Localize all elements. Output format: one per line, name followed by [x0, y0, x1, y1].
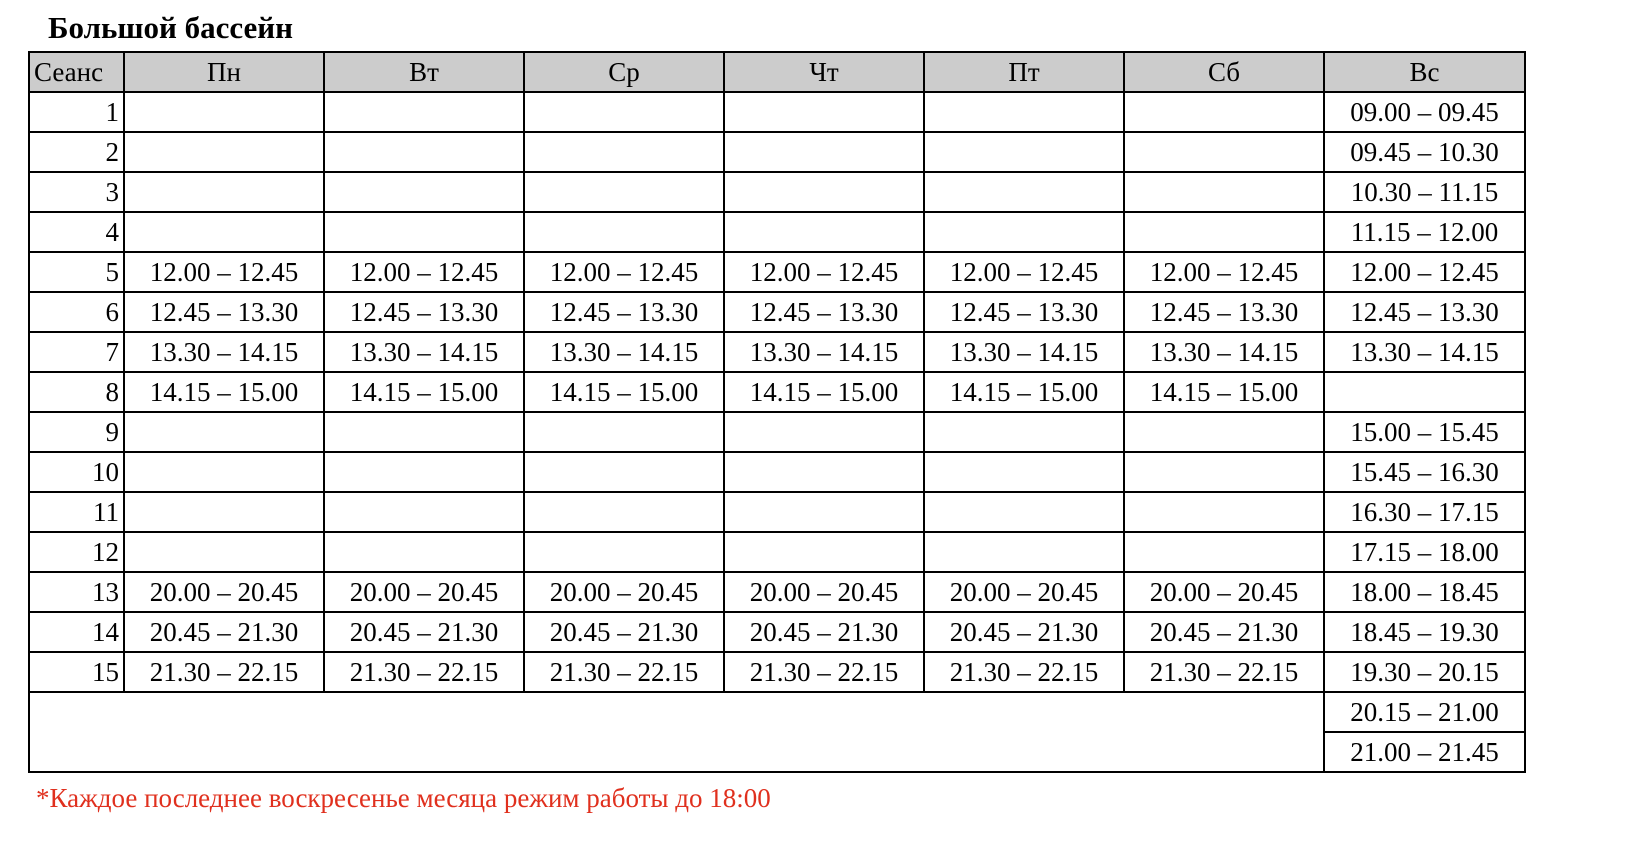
time-slot-sun: 10.30 – 11.15 — [1324, 172, 1525, 212]
time-slot-sun: 20.15 – 21.00 — [1324, 692, 1525, 732]
time-slot-sun: 19.30 – 20.15 — [1324, 652, 1525, 692]
table-row — [29, 572, 1525, 612]
time-slot-thu: 12.45 – 13.30 — [724, 292, 924, 332]
time-slot-thu — [724, 412, 924, 452]
time-slot-sun: 15.00 – 15.45 — [1324, 412, 1525, 452]
column-header-sat: Сб — [1124, 52, 1324, 92]
time-slot-mon: 20.00 – 20.45 — [124, 572, 324, 612]
time-slot-fri: 20.00 – 20.45 — [924, 572, 1124, 612]
time-slot-tue — [324, 492, 524, 532]
time-slot-wed — [524, 132, 724, 172]
time-slot-fri — [924, 172, 1124, 212]
time-slot-tue — [324, 212, 524, 252]
time-slot-thu: 20.45 – 21.30 — [724, 612, 924, 652]
time-slot-wed — [524, 212, 724, 252]
session-number: 7 — [29, 332, 124, 372]
table-row — [29, 332, 1525, 372]
time-slot-fri: 20.45 – 21.30 — [924, 612, 1124, 652]
time-slot-sat: 20.45 – 21.30 — [1124, 612, 1324, 652]
table-row — [29, 652, 1525, 692]
session-number: 15 — [29, 652, 124, 692]
session-number: 2 — [29, 132, 124, 172]
table-row — [29, 132, 1525, 172]
time-slot-mon: 12.00 – 12.45 — [124, 252, 324, 292]
time-slot-fri — [924, 452, 1124, 492]
time-slot-thu — [724, 212, 924, 252]
time-slot-mon — [124, 172, 324, 212]
time-slot-wed — [524, 452, 724, 492]
column-header-session: Сеанс — [29, 52, 124, 92]
time-slot-fri: 12.45 – 13.30 — [924, 292, 1124, 332]
time-slot-fri: 14.15 – 15.00 — [924, 372, 1124, 412]
time-slot-tue: 20.45 – 21.30 — [324, 612, 524, 652]
header-row — [29, 52, 1525, 92]
session-number: 11 — [29, 492, 124, 532]
time-slot-wed: 13.30 – 14.15 — [524, 332, 724, 372]
session-number: 4 — [29, 212, 124, 252]
time-slot-sat — [1124, 532, 1324, 572]
time-slot-sat — [1124, 132, 1324, 172]
time-slot-mon — [124, 412, 324, 452]
table-row — [29, 252, 1525, 292]
time-slot-thu — [724, 492, 924, 532]
time-slot-tue — [324, 532, 524, 572]
time-slot-sun — [1324, 372, 1525, 412]
table-row — [29, 92, 1525, 132]
time-slot-wed — [524, 172, 724, 212]
time-slot-tue — [324, 452, 524, 492]
time-slot-sat — [1124, 452, 1324, 492]
session-number: 6 — [29, 292, 124, 332]
time-slot-fri: 13.30 – 14.15 — [924, 332, 1124, 372]
time-slot-mon — [124, 132, 324, 172]
time-slot-sat — [1124, 172, 1324, 212]
time-slot-sun: 17.15 – 18.00 — [1324, 532, 1525, 572]
session-number: 14 — [29, 612, 124, 652]
column-header-wed: Ср — [524, 52, 724, 92]
table-row — [29, 532, 1525, 572]
table-row — [29, 452, 1525, 492]
time-slot-sun: 09.00 – 09.45 — [1324, 92, 1525, 132]
time-slot-wed — [524, 492, 724, 532]
time-slot-wed — [524, 92, 724, 132]
column-header-mon: Пн — [124, 52, 324, 92]
time-slot-tue: 20.00 – 20.45 — [324, 572, 524, 612]
time-slot-wed: 12.45 – 13.30 — [524, 292, 724, 332]
column-header-fri: Пт — [924, 52, 1124, 92]
empty-merged-cell — [29, 692, 1324, 772]
table-row — [29, 412, 1525, 452]
time-slot-thu — [724, 532, 924, 572]
time-slot-thu: 21.30 – 22.15 — [724, 652, 924, 692]
time-slot-mon: 14.15 – 15.00 — [124, 372, 324, 412]
time-slot-tue: 12.00 – 12.45 — [324, 252, 524, 292]
time-slot-sat: 12.00 – 12.45 — [1124, 252, 1324, 292]
time-slot-thu — [724, 452, 924, 492]
time-slot-tue: 13.30 – 14.15 — [324, 332, 524, 372]
time-slot-thu: 13.30 – 14.15 — [724, 332, 924, 372]
time-slot-sun: 18.45 – 19.30 — [1324, 612, 1525, 652]
time-slot-thu — [724, 132, 924, 172]
table-row — [29, 212, 1525, 252]
time-slot-mon: 21.30 – 22.15 — [124, 652, 324, 692]
table-row — [29, 492, 1525, 532]
time-slot-tue: 14.15 – 15.00 — [324, 372, 524, 412]
time-slot-mon: 20.45 – 21.30 — [124, 612, 324, 652]
column-header-thu: Чт — [724, 52, 924, 92]
time-slot-wed: 21.30 – 22.15 — [524, 652, 724, 692]
time-slot-sat: 21.30 – 22.15 — [1124, 652, 1324, 692]
time-slot-mon — [124, 92, 324, 132]
time-slot-tue: 21.30 – 22.15 — [324, 652, 524, 692]
footnote: *Каждое последнее воскресенье месяца режим работы до 18:00 — [36, 783, 771, 813]
session-number: 3 — [29, 172, 124, 212]
session-number: 8 — [29, 372, 124, 412]
time-slot-fri — [924, 532, 1124, 572]
time-slot-mon — [124, 452, 324, 492]
time-slot-wed — [524, 532, 724, 572]
schedule-body — [29, 92, 1525, 772]
table-row — [29, 612, 1525, 652]
time-slot-tue — [324, 172, 524, 212]
table-row — [29, 172, 1525, 212]
time-slot-mon: 13.30 – 14.15 — [124, 332, 324, 372]
time-slot-sun: 15.45 – 16.30 — [1324, 452, 1525, 492]
time-slot-mon — [124, 212, 324, 252]
time-slot-sat — [1124, 492, 1324, 532]
time-slot-sat — [1124, 212, 1324, 252]
schedule-table — [28, 51, 1526, 773]
time-slot-sat: 12.45 – 13.30 — [1124, 292, 1324, 332]
time-slot-sat — [1124, 92, 1324, 132]
time-slot-wed: 14.15 – 15.00 — [524, 372, 724, 412]
time-slot-tue — [324, 92, 524, 132]
time-slot-sun: 12.45 – 13.30 — [1324, 292, 1525, 332]
table-row — [29, 372, 1525, 412]
time-slot-wed: 12.00 – 12.45 — [524, 252, 724, 292]
time-slot-wed: 20.45 – 21.30 — [524, 612, 724, 652]
session-number: 13 — [29, 572, 124, 612]
table-row-extra — [29, 692, 1525, 732]
time-slot-mon — [124, 532, 324, 572]
time-slot-sat — [1124, 412, 1324, 452]
time-slot-sat: 14.15 – 15.00 — [1124, 372, 1324, 412]
time-slot-sun: 12.00 – 12.45 — [1324, 252, 1525, 292]
time-slot-wed — [524, 412, 724, 452]
time-slot-thu — [724, 92, 924, 132]
time-slot-sun: 09.45 – 10.30 — [1324, 132, 1525, 172]
time-slot-sun: 11.15 – 12.00 — [1324, 212, 1525, 252]
session-number: 1 — [29, 92, 124, 132]
time-slot-fri — [924, 492, 1124, 532]
session-number: 5 — [29, 252, 124, 292]
time-slot-fri — [924, 92, 1124, 132]
time-slot-mon — [124, 492, 324, 532]
time-slot-fri — [924, 132, 1124, 172]
time-slot-tue: 12.45 – 13.30 — [324, 292, 524, 332]
time-slot-sun: 21.00 – 21.45 — [1324, 732, 1525, 772]
page-title: Большой бассейн — [48, 10, 294, 45]
time-slot-sun: 16.30 – 17.15 — [1324, 492, 1525, 532]
time-slot-tue — [324, 412, 524, 452]
session-number: 12 — [29, 532, 124, 572]
time-slot-sat: 13.30 – 14.15 — [1124, 332, 1324, 372]
session-number: 9 — [29, 412, 124, 452]
column-header-sun: Вс — [1324, 52, 1525, 92]
time-slot-mon: 12.45 – 13.30 — [124, 292, 324, 332]
time-slot-tue — [324, 132, 524, 172]
session-number: 10 — [29, 452, 124, 492]
time-slot-sat: 20.00 – 20.45 — [1124, 572, 1324, 612]
table-row — [29, 292, 1525, 332]
time-slot-thu: 20.00 – 20.45 — [724, 572, 924, 612]
time-slot-thu: 14.15 – 15.00 — [724, 372, 924, 412]
time-slot-fri: 12.00 – 12.45 — [924, 252, 1124, 292]
time-slot-fri — [924, 412, 1124, 452]
column-header-tue: Вт — [324, 52, 524, 92]
time-slot-wed: 20.00 – 20.45 — [524, 572, 724, 612]
time-slot-thu — [724, 172, 924, 212]
time-slot-thu: 12.00 – 12.45 — [724, 252, 924, 292]
time-slot-fri — [924, 212, 1124, 252]
time-slot-sun: 18.00 – 18.45 — [1324, 572, 1525, 612]
time-slot-fri: 21.30 – 22.15 — [924, 652, 1124, 692]
time-slot-sun: 13.30 – 14.15 — [1324, 332, 1525, 372]
